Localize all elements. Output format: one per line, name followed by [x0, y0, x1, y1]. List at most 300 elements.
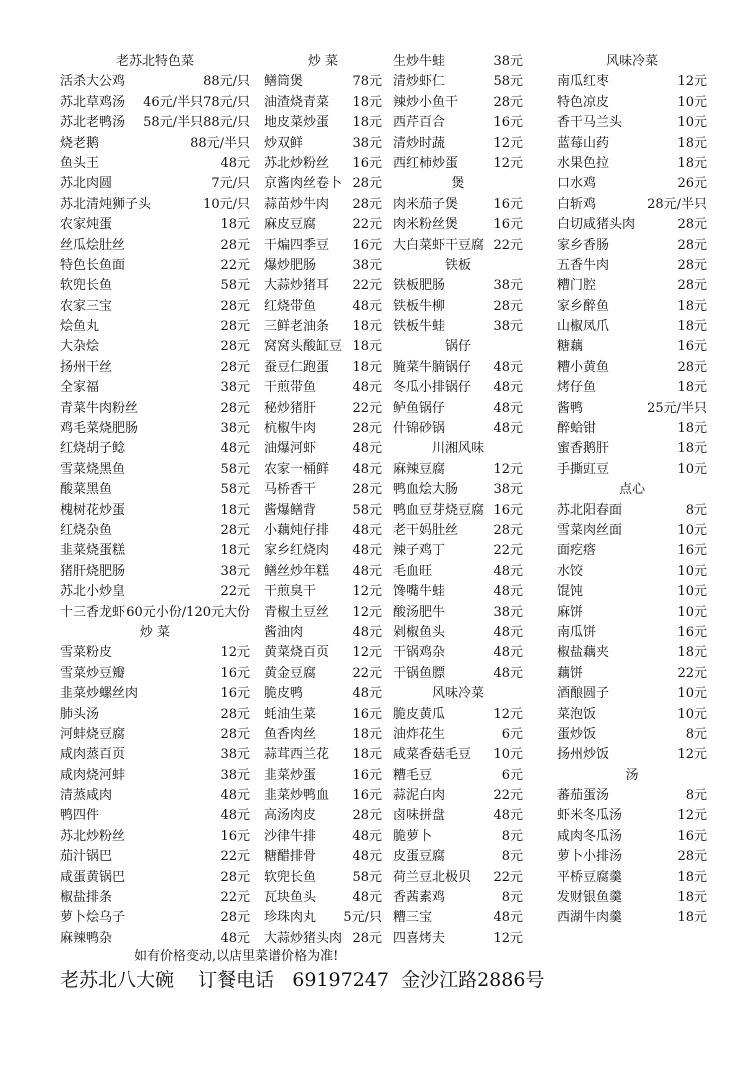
dish-name: 蚕豆仁跑蛋 [264, 359, 330, 375]
section-title: 炒 菜 [307, 54, 339, 69]
section-title: 煲 [451, 176, 465, 192]
menu-column-3 [393, 52, 523, 949]
dish-name: 肉米茄子煲 [393, 196, 459, 212]
dish-name: 脆皮黄瓜 [393, 706, 446, 722]
dish-name: 鸭血豆芽烧豆腐 [393, 502, 485, 518]
section-header [264, 52, 382, 72]
dish-price: 16元 [493, 217, 523, 233]
dish-name: 剁椒鱼头 [393, 624, 446, 640]
dish-price: 48元 [352, 624, 382, 640]
menu-item [264, 827, 382, 847]
dish-price: 22元 [493, 869, 523, 885]
dish-price: 16元 [493, 115, 523, 131]
dish-price: 10元 [677, 115, 707, 131]
dish-price: 10元 [677, 686, 707, 702]
menu-item [557, 378, 707, 398]
dish-name: 蕃茄蛋汤 [557, 788, 610, 804]
dish-name: 脆皮鸭 [264, 686, 304, 702]
dish-price: 48元 [352, 441, 382, 457]
dish-name: 蒜泥白肉 [393, 788, 446, 804]
dish-price: 28元 [220, 400, 250, 416]
menu-item [393, 541, 523, 561]
dish-name: 沙律牛排 [264, 828, 317, 844]
dish-price: 38元 [220, 747, 250, 763]
menu-item [557, 174, 707, 194]
menu-item [557, 521, 707, 541]
dish-name: 韭菜炒蛋 [264, 767, 317, 783]
dish-price: 58元 [220, 482, 250, 498]
menu-item [264, 378, 382, 398]
menu-item [393, 276, 523, 296]
dish-price: 16元 [677, 624, 707, 640]
dish-name: 椒盐排条 [60, 890, 113, 906]
dish-price: 48元 [493, 665, 523, 681]
dish-price: 16元 [352, 767, 382, 783]
menu-item [264, 256, 382, 276]
dish-price: 12元 [493, 930, 523, 946]
dish-name: 杭椒牛肉 [264, 421, 317, 437]
menu-item [264, 888, 382, 908]
dish-price: 28元 [352, 808, 382, 824]
menu-item [60, 725, 250, 745]
dish-price: 8元 [685, 788, 707, 804]
dish-name: 马桥香干 [264, 482, 317, 498]
dish-price: 12元 [352, 584, 382, 600]
dish-name: 鸭血烩大肠 [393, 482, 459, 498]
menu-item [393, 317, 523, 337]
menu-item [60, 786, 250, 806]
menu-item [264, 358, 382, 378]
menu-item [60, 236, 250, 256]
menu-item [557, 868, 707, 888]
dish-price: 12元 [493, 706, 523, 722]
dish-price: 38元 [220, 767, 250, 783]
menu-item [557, 134, 707, 154]
dish-name: 什锦砂锅 [393, 421, 446, 437]
dish-price: 48元 [352, 380, 382, 396]
menu-item [557, 786, 707, 806]
dish-price: 16元 [352, 788, 382, 804]
menu-item [393, 501, 523, 521]
menu-item [60, 664, 250, 684]
dish-name: 老干妈肚丝 [393, 522, 459, 538]
dish-name: 口水鸡 [557, 176, 597, 192]
menu-item [264, 623, 382, 643]
menu-item [264, 154, 382, 174]
menu-item [557, 725, 707, 745]
dish-name: 糟毛豆 [393, 767, 433, 783]
dish-name: 白斩鸡 [557, 196, 597, 212]
dish-name: 干锅鸡杂 [393, 645, 446, 661]
dish-name: 酸汤肥牛 [393, 604, 446, 620]
menu-item [557, 847, 707, 867]
dish-price: 48元 [493, 563, 523, 579]
dish-price: 18元 [677, 135, 707, 151]
dish-price: 38元 [493, 54, 523, 69]
dish-name: 五香牛肉 [557, 257, 610, 273]
menu-item [557, 806, 707, 826]
dish-name: 皮蛋豆腐 [393, 849, 446, 865]
dish-name: 农家一桶鲜 [264, 461, 330, 477]
dish-name: 特色凉皮 [557, 94, 610, 110]
dish-price: 22元 [493, 237, 523, 253]
menu-item [264, 684, 382, 704]
menu-item [557, 72, 707, 92]
dish-name: 糖醋排骨 [264, 849, 317, 865]
dish-name: 干煎臭干 [264, 584, 317, 600]
dish-price: 48元 [493, 808, 523, 824]
dish-price: 16元 [220, 828, 250, 844]
menu-item [60, 72, 250, 92]
restaurant-contact-line: 老苏北八大碗 订餐电话 69197247 金沙江路2886号 [60, 969, 545, 991]
menu-item [264, 562, 382, 582]
dish-price: 48元 [352, 890, 382, 906]
dish-name: 铁板牛蛙 [393, 319, 446, 335]
dish-price: 22元 [220, 257, 250, 273]
menu-item [60, 745, 250, 765]
section-header [557, 766, 707, 786]
menu-item [60, 868, 250, 888]
menu-item [264, 439, 382, 459]
dish-name: 辣炒小鱼干 [393, 94, 459, 110]
dish-name: 山椒凤爪 [557, 319, 610, 335]
menu-item [393, 154, 523, 174]
section-header [60, 623, 250, 643]
dish-name: 清炒时蔬 [393, 135, 446, 151]
dish-name: 清蒸咸肉 [60, 788, 113, 804]
dish-name: 萝卜小排汤 [557, 849, 623, 865]
dish-price: 18元 [352, 319, 382, 335]
dish-price: 10元 [677, 461, 707, 477]
price-notice: 如有价格变动,以店里菜谱价格为准! [134, 949, 339, 964]
menu-item [264, 72, 382, 92]
dish-price: 22元 [493, 788, 523, 804]
menu-item [60, 256, 250, 276]
dish-name: 香干马兰头 [557, 115, 623, 131]
dish-price: 48元 [352, 522, 382, 538]
dish-price: 16元 [352, 706, 382, 722]
dish-name: 茄汁锅巴 [60, 849, 113, 865]
menu-item [264, 399, 382, 419]
dish-price: 38元 [493, 319, 523, 335]
menu-item [60, 888, 250, 908]
dish-price: 10元/只 [203, 196, 250, 212]
dish-price: 8元 [501, 890, 523, 906]
menu-item [264, 134, 382, 154]
dish-price: 8元 [685, 502, 707, 518]
dish-name: 卤味拼盘 [393, 808, 446, 824]
dish-name: 红烧胡子鲶 [60, 441, 126, 457]
menu-item [60, 684, 250, 704]
dish-price: 18元 [220, 502, 250, 518]
dish-name: 糟门腔 [557, 278, 597, 294]
menu-item [557, 643, 707, 663]
section-title: 风味冷菜 [431, 686, 484, 702]
menu-item [557, 337, 707, 357]
dish-price: 48元 [493, 584, 523, 600]
menu-item [264, 501, 382, 521]
dish-price: 18元 [677, 910, 707, 926]
menu-item [393, 297, 523, 317]
menu-item [393, 766, 523, 786]
menu-item [264, 643, 382, 663]
menu-item [557, 195, 707, 215]
menu-item [557, 256, 707, 276]
dish-name: 香茜素鸡 [393, 890, 446, 906]
menu-item [60, 399, 250, 419]
dish-price: 8元 [501, 849, 523, 865]
dish-name: 咸肉蒸百页 [60, 747, 126, 763]
menu-item [60, 501, 250, 521]
dish-price: 18元 [220, 217, 250, 233]
menu-item [264, 317, 382, 337]
dish-price: 38元 [493, 278, 523, 294]
dish-price: 58元 [220, 461, 250, 477]
dish-name: 苏北炒粉丝 [264, 155, 330, 171]
section-title: 点心 [618, 482, 645, 498]
menu-item [264, 908, 382, 928]
dish-name: 白切咸猪头肉 [557, 217, 636, 233]
dish-name: 苏北炒粉丝 [60, 828, 126, 844]
menu-item [264, 297, 382, 317]
menu-item [557, 888, 707, 908]
dish-name: 软兜长鱼 [264, 869, 317, 885]
dish-name: 鱼头王 [60, 155, 100, 171]
dish-name: 特色长鱼面 [60, 257, 126, 273]
menu-item [60, 603, 250, 623]
menu-item [557, 623, 707, 643]
dish-price: 10元 [493, 747, 523, 763]
dish-price: 48元 [493, 624, 523, 640]
dish-price: 48元 [493, 400, 523, 416]
dish-price: 12元 [493, 135, 523, 151]
menu-item [264, 215, 382, 235]
menu-item [60, 439, 250, 459]
menu-item [557, 317, 707, 337]
menu-item [393, 72, 523, 92]
dish-price: 18元 [352, 359, 382, 375]
dish-name: 高汤肉皮 [264, 808, 317, 824]
dish-price: 7元/只 [211, 176, 250, 192]
menu-item [557, 154, 707, 174]
section-header [393, 256, 523, 276]
menu-item [557, 215, 707, 235]
menu-column-1 [60, 52, 250, 949]
menu-item [264, 603, 382, 623]
menu-item [557, 236, 707, 256]
dish-name: 蒜茸西兰花 [264, 747, 330, 763]
menu-item [557, 562, 707, 582]
dish-name: 红烧杂鱼 [60, 522, 113, 538]
menu-item [264, 480, 382, 500]
dish-name: 蚝油生菜 [264, 706, 317, 722]
menu-item [557, 439, 707, 459]
menu-item [393, 786, 523, 806]
dish-name: 大蒜炒猪头肉 [264, 930, 343, 946]
menu-item [60, 419, 250, 439]
dish-name: 面疙瘩 [557, 543, 597, 559]
dish-price: 48元 [493, 910, 523, 926]
dish-price: 10元 [677, 563, 707, 579]
dish-name: 雪菜炒豆瓣 [60, 665, 126, 681]
dish-price: 10元 [677, 706, 707, 722]
menu-item [60, 113, 250, 133]
dish-price: 8元 [685, 726, 707, 742]
menu-item [264, 745, 382, 765]
dish-name: 酱鸭 [557, 400, 584, 416]
menu-item [60, 705, 250, 725]
dish-price: 28元 [352, 421, 382, 437]
menu-item [557, 582, 707, 602]
menu-item [60, 276, 250, 296]
dish-name: 麻辣鸭杂 [60, 930, 113, 946]
dish-name: 西湖牛肉羹 [557, 910, 623, 926]
menu-item [60, 806, 250, 826]
dish-price: 28元 [493, 298, 523, 314]
menu-item [60, 541, 250, 561]
menu-item [393, 236, 523, 256]
dish-price: 48元 [352, 543, 382, 559]
dish-name: 虾米冬瓜汤 [557, 808, 623, 824]
section-title: 锅仔 [444, 339, 471, 355]
dish-price: 48元 [220, 788, 250, 804]
dish-name: 毛血旺 [393, 563, 433, 579]
menu-item [393, 195, 523, 215]
dish-price: 12元 [352, 645, 382, 661]
menu-item [264, 725, 382, 745]
dish-price: 48元 [220, 808, 250, 824]
menu-item [264, 174, 382, 194]
section-header [60, 52, 250, 72]
dish-name: 冬瓜小排锅仔 [393, 380, 472, 396]
menu-item [557, 276, 707, 296]
dish-price: 28元 [352, 930, 382, 946]
dish-price: 28元 [677, 278, 707, 294]
dish-price: 22元 [352, 400, 382, 416]
menu-item [60, 766, 250, 786]
menu-item [393, 806, 523, 826]
dish-price: 5元/只 [343, 910, 382, 926]
dish-name: 韭菜炒鸭血 [264, 788, 330, 804]
dish-name: 酱油肉 [264, 624, 304, 640]
menu-item [264, 195, 382, 215]
menu-item [393, 603, 523, 623]
menu-item [60, 460, 250, 480]
menu-item [264, 582, 382, 602]
menu-item [264, 868, 382, 888]
dish-price: 12元 [220, 645, 250, 661]
menu-item [264, 276, 382, 296]
menu-item [393, 93, 523, 113]
dish-price: 22元 [352, 217, 382, 233]
dish-name: 鸭四件 [60, 808, 100, 824]
dish-name: 鲈鱼锅仔 [393, 400, 446, 416]
menu-item [60, 378, 250, 398]
menu-item [393, 52, 523, 72]
dish-price: 18元 [352, 115, 382, 131]
dish-price: 28元 [352, 482, 382, 498]
menu-item [393, 888, 523, 908]
dish-price: 16元 [677, 828, 707, 844]
dish-name: 南瓜红枣 [557, 74, 610, 90]
section-header [393, 439, 523, 459]
dish-price: 16元 [352, 155, 382, 171]
menu-item [60, 195, 250, 215]
dish-name: 咸菜香菇毛豆 [393, 747, 472, 763]
dish-name: 西红柿炒蛋 [393, 155, 459, 171]
dish-price: 88元/只 [203, 74, 250, 90]
menu-item [393, 664, 523, 684]
section-header [393, 684, 523, 704]
menu-item [557, 705, 707, 725]
dish-price: 16元 [220, 686, 250, 702]
menu-item [557, 541, 707, 561]
menu-column-2 [264, 52, 382, 949]
dish-price: 28元 [220, 910, 250, 926]
dish-name: 家乡红烧肉 [264, 543, 330, 559]
dish-price: 38元 [352, 135, 382, 151]
dish-price: 28元 [677, 217, 707, 233]
menu-item [393, 134, 523, 154]
dish-price: 10元 [677, 584, 707, 600]
dish-price: 18元 [677, 380, 707, 396]
dish-name: 三鲜老油条 [264, 319, 330, 335]
dish-price: 48元 [493, 359, 523, 375]
menu-item [264, 766, 382, 786]
menu-item [393, 705, 523, 725]
dish-name: 干煸四季豆 [264, 237, 330, 253]
dish-name: 肉米粉丝煲 [393, 217, 459, 233]
dish-price: 28元 [220, 359, 250, 375]
dish-name: 麻皮豆腐 [264, 217, 317, 233]
dish-price: 58元 [352, 502, 382, 518]
dish-price: 18元 [677, 869, 707, 885]
dish-price: 48元 [352, 563, 382, 579]
menu-item [393, 399, 523, 419]
dish-name: 韭菜烧蛋糕 [60, 543, 126, 559]
dish-price: 48元 [352, 461, 382, 477]
dish-price: 10元 [677, 522, 707, 538]
dish-name: 炒双鲜 [264, 135, 304, 151]
dish-name: 麻饼 [557, 604, 584, 620]
dish-name: 软兜长鱼 [60, 278, 113, 294]
menu-item [557, 297, 707, 317]
section-header [557, 480, 707, 500]
dish-price: 46元/半只78元/只 [143, 94, 250, 110]
dish-price: 6元 [501, 767, 523, 783]
menu-item [264, 93, 382, 113]
menu-item [393, 745, 523, 765]
dish-name: 油炸花生 [393, 726, 446, 742]
dish-price: 28元 [220, 706, 250, 722]
menu-item [393, 562, 523, 582]
dish-name: 全家福 [60, 380, 100, 396]
dish-name: 糟小黄鱼 [557, 359, 610, 375]
menu-item [60, 93, 250, 113]
dish-price: 28元 [493, 94, 523, 110]
dish-price: 18元 [677, 319, 707, 335]
dish-name: 珍珠肉丸 [264, 910, 317, 926]
dish-price: 28元 [220, 298, 250, 314]
dish-price: 22元 [352, 278, 382, 294]
dish-price: 28元 [677, 359, 707, 375]
menu-item [393, 378, 523, 398]
dish-price: 22元 [352, 665, 382, 681]
dish-name: 地皮菜炒蛋 [264, 115, 330, 131]
dish-price: 28元 [220, 726, 250, 742]
dish-name: 扬州炒饭 [557, 747, 610, 763]
dish-name: 蛋炒饭 [557, 726, 597, 742]
